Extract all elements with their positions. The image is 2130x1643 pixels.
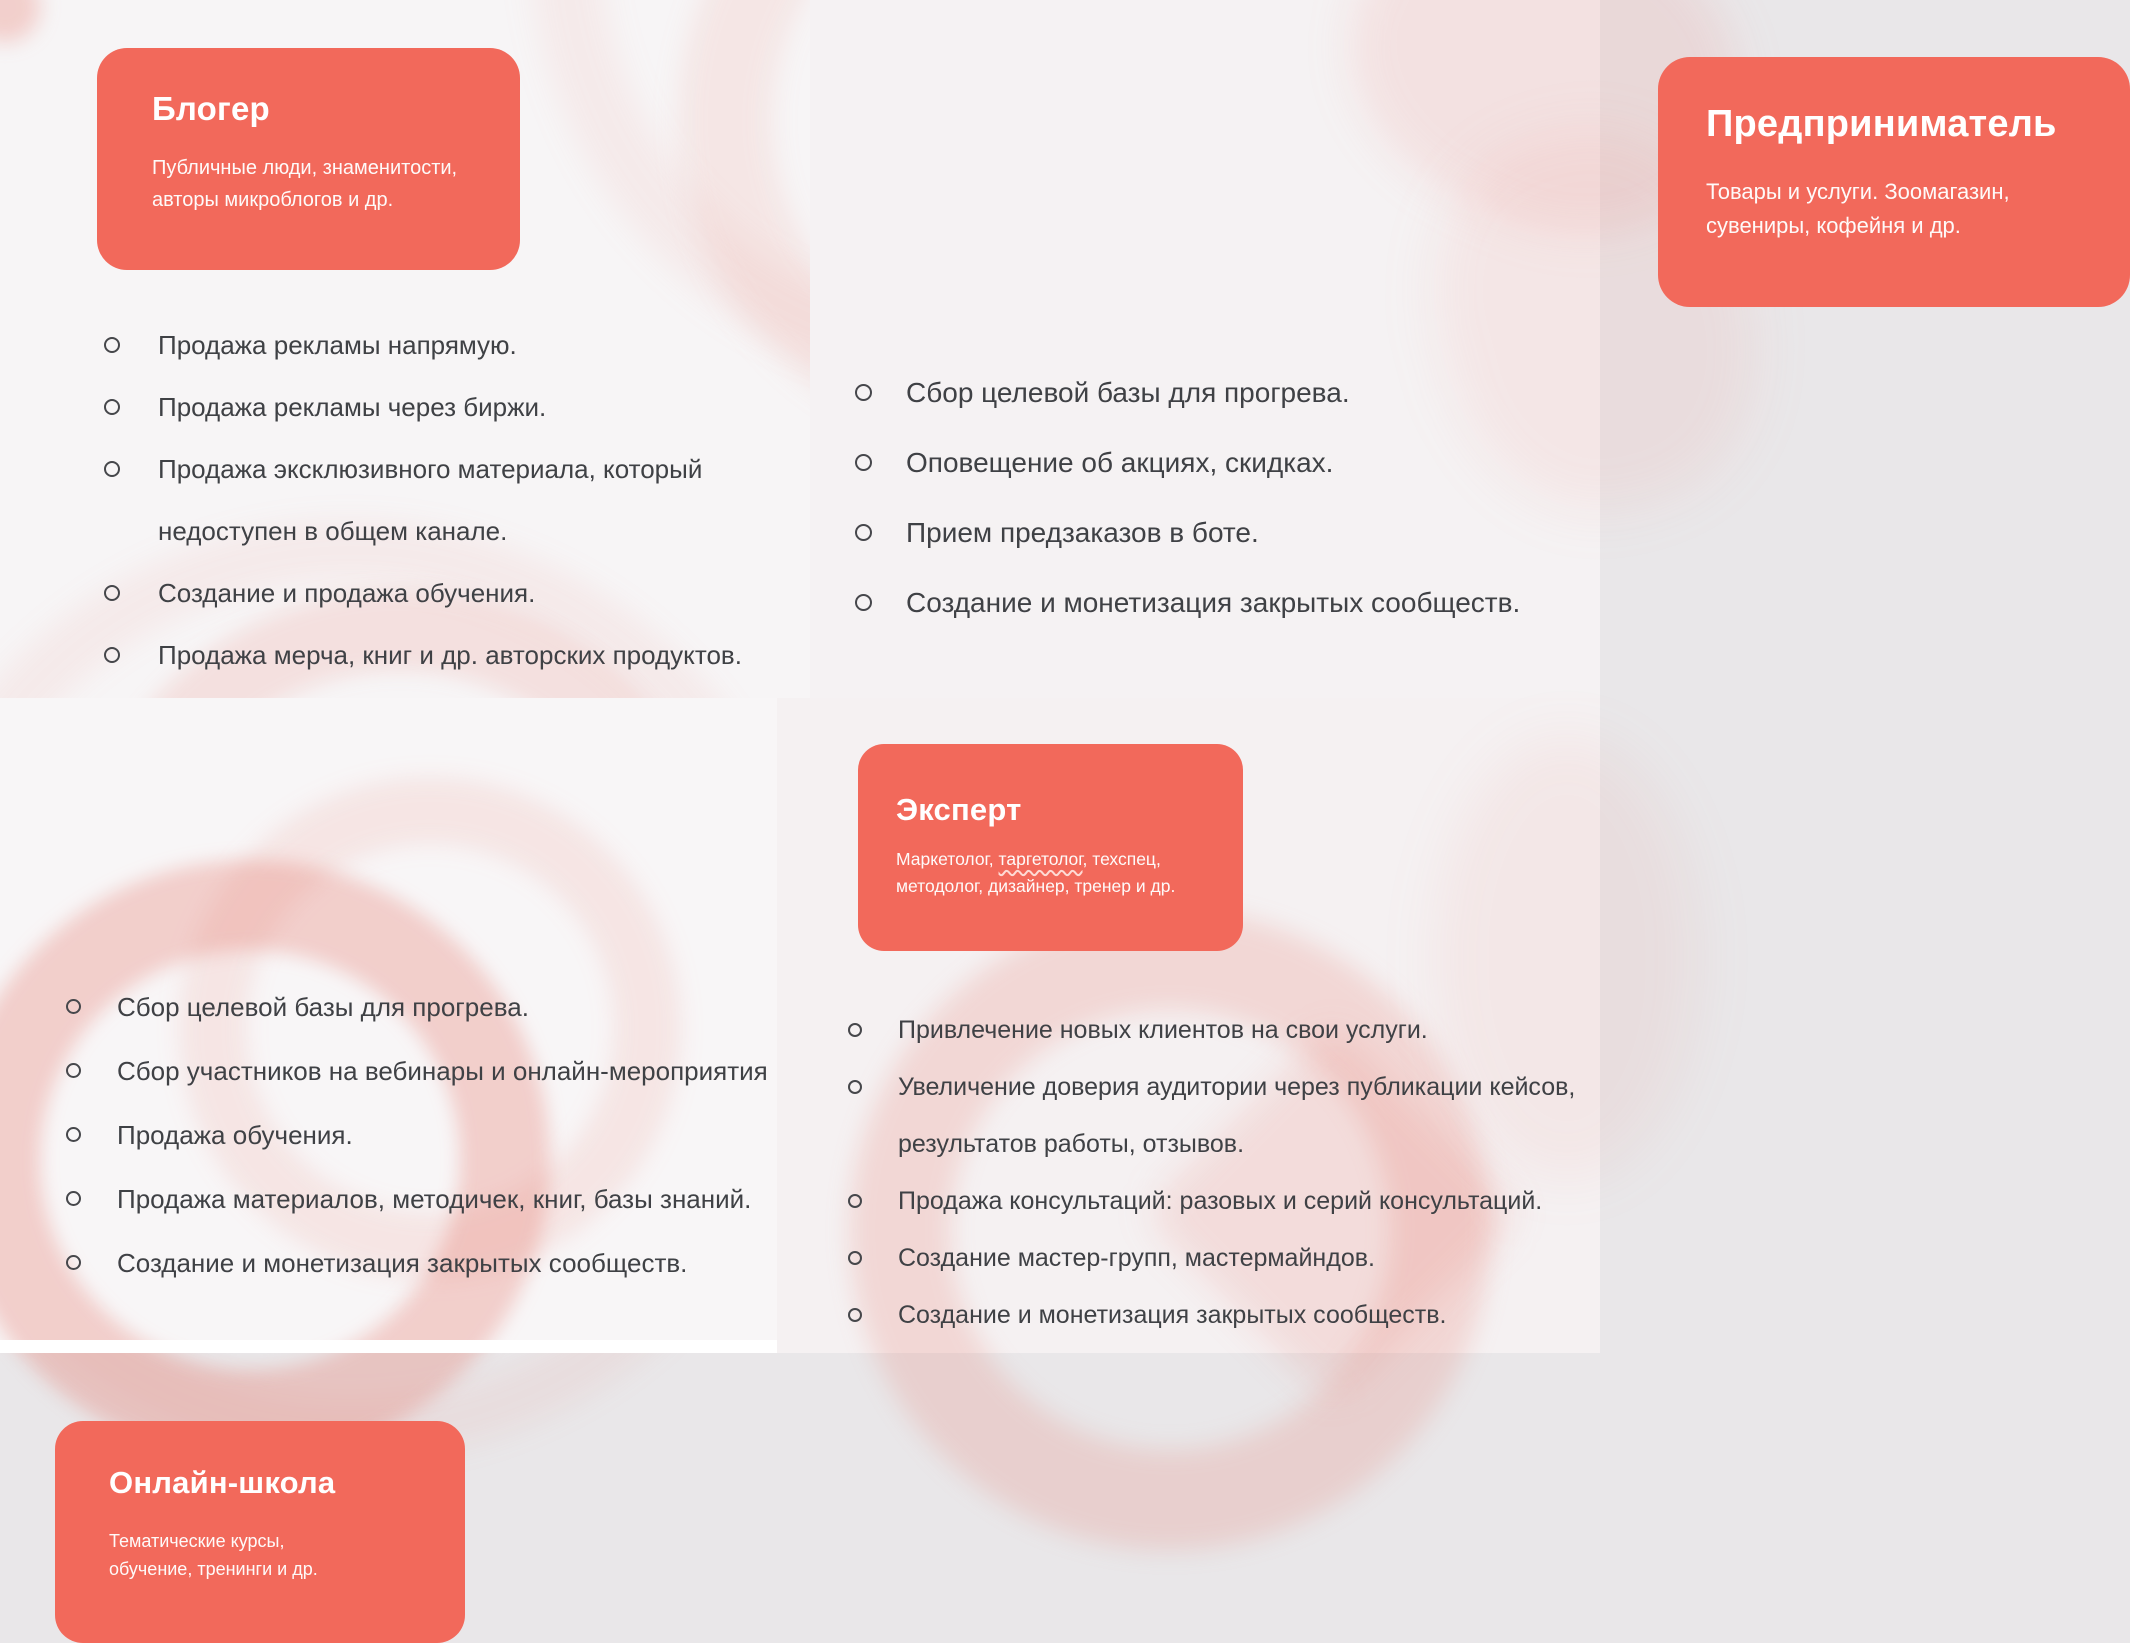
circle-bullet-icon: [855, 524, 872, 541]
persona-card-expert: [858, 744, 1243, 951]
list-item: Продажа материалов, методичек, книг, базы знаний.: [66, 1167, 786, 1231]
spellcheck-underlined-word: таргетолог: [998, 848, 1083, 869]
bottom-white-strip: [0, 1340, 777, 1353]
quadrant-blogger: [0, 0, 810, 698]
persona-card-blogger: [97, 48, 520, 270]
card-subtitle: Маркетолог, таргетолог, техспец, методолог, дизайнер, тренер и др.: [896, 848, 1176, 896]
card-subtitle: Публичные люди, знаменитости, авторы микроблогов и др.: [152, 156, 458, 211]
benefits-list-entrepreneur: [855, 358, 1555, 638]
quadrant-expert: [777, 698, 1600, 1353]
card-title: Блогер: [152, 90, 270, 127]
circle-bullet-icon: [855, 384, 872, 401]
list-item: Сбор целевой базы для прогрева.: [855, 358, 1555, 428]
list-item: Увеличение доверия аудитории через публикации кейсов, результатов работы, отзывов.: [848, 1059, 1608, 1173]
benefits-list-school: [66, 975, 786, 1295]
persona-card-school: [55, 1421, 465, 1643]
list-item: Создание и монетизация закрытых сообществ.: [855, 568, 1555, 638]
circle-bullet-icon: [104, 461, 120, 477]
swirl-decoration: [0, 0, 40, 42]
list-item: Прием предзаказов в боте.: [855, 498, 1555, 568]
circle-bullet-icon: [66, 1191, 81, 1206]
circle-bullet-icon: [66, 1127, 81, 1142]
circle-bullet-icon: [104, 647, 120, 663]
circle-bullet-icon: [855, 454, 872, 471]
persona-card-entrepreneur: [1658, 57, 2130, 307]
circle-bullet-icon: [66, 999, 81, 1014]
list-item: Сбор целевой базы для прогрева.: [66, 975, 786, 1039]
circle-bullet-icon: [848, 1308, 862, 1322]
card-title: Эксперт: [896, 792, 1022, 827]
list-item: Создание и монетизация закрытых сообществ.: [66, 1231, 786, 1295]
list-item: Продажа мерча, книг и др. авторских продуктов.: [104, 624, 804, 686]
list-item: Продажа консультаций: разовых и серий консультаций.: [848, 1173, 1608, 1230]
card-title: Предприниматель: [1706, 103, 2057, 145]
circle-bullet-icon: [848, 1251, 862, 1265]
list-item: Сбор участников на вебинары и онлайн-мероприятия: [66, 1039, 786, 1103]
card-title: Онлайн-школа: [109, 1465, 336, 1500]
list-item: Продажа эксклюзивного материала, который недоступен в общем канале.: [104, 438, 804, 562]
card-subtitle: Тематические курсы, обучение, тренинги и др.: [109, 1530, 318, 1579]
circle-bullet-icon: [855, 594, 872, 611]
list-item: Оповещение об акциях, скидках.: [855, 428, 1555, 498]
circle-bullet-icon: [848, 1023, 862, 1037]
quadrant-entrepreneur: [810, 0, 2057, 698]
quadrant-school: [0, 698, 777, 1579]
list-item: Продажа рекламы через биржи.: [104, 376, 804, 438]
circle-bullet-icon: [66, 1063, 81, 1078]
list-item: Привлечение новых клиентов на свои услуги.: [848, 1002, 1608, 1059]
list-item: Создание мастер-групп, мастермайндов.: [848, 1230, 1608, 1287]
circle-bullet-icon: [848, 1194, 862, 1208]
circle-bullet-icon: [66, 1255, 81, 1270]
list-item: Создание и монетизация закрытых сообществ.: [848, 1287, 1608, 1344]
card-subtitle: Товары и услуги. Зоомагазин, сувениры, кофейня и др.: [1706, 178, 2010, 238]
list-item: Продажа обучения.: [66, 1103, 786, 1167]
list-item: Создание и продажа обучения.: [104, 562, 804, 624]
circle-bullet-icon: [104, 585, 120, 601]
list-item: Продажа рекламы напрямую.: [104, 314, 804, 376]
benefits-list-blogger: [104, 314, 804, 686]
circle-bullet-icon: [104, 337, 120, 353]
benefits-list-expert: [848, 1002, 1608, 1344]
circle-bullet-icon: [104, 399, 120, 415]
circle-bullet-icon: [848, 1080, 862, 1094]
